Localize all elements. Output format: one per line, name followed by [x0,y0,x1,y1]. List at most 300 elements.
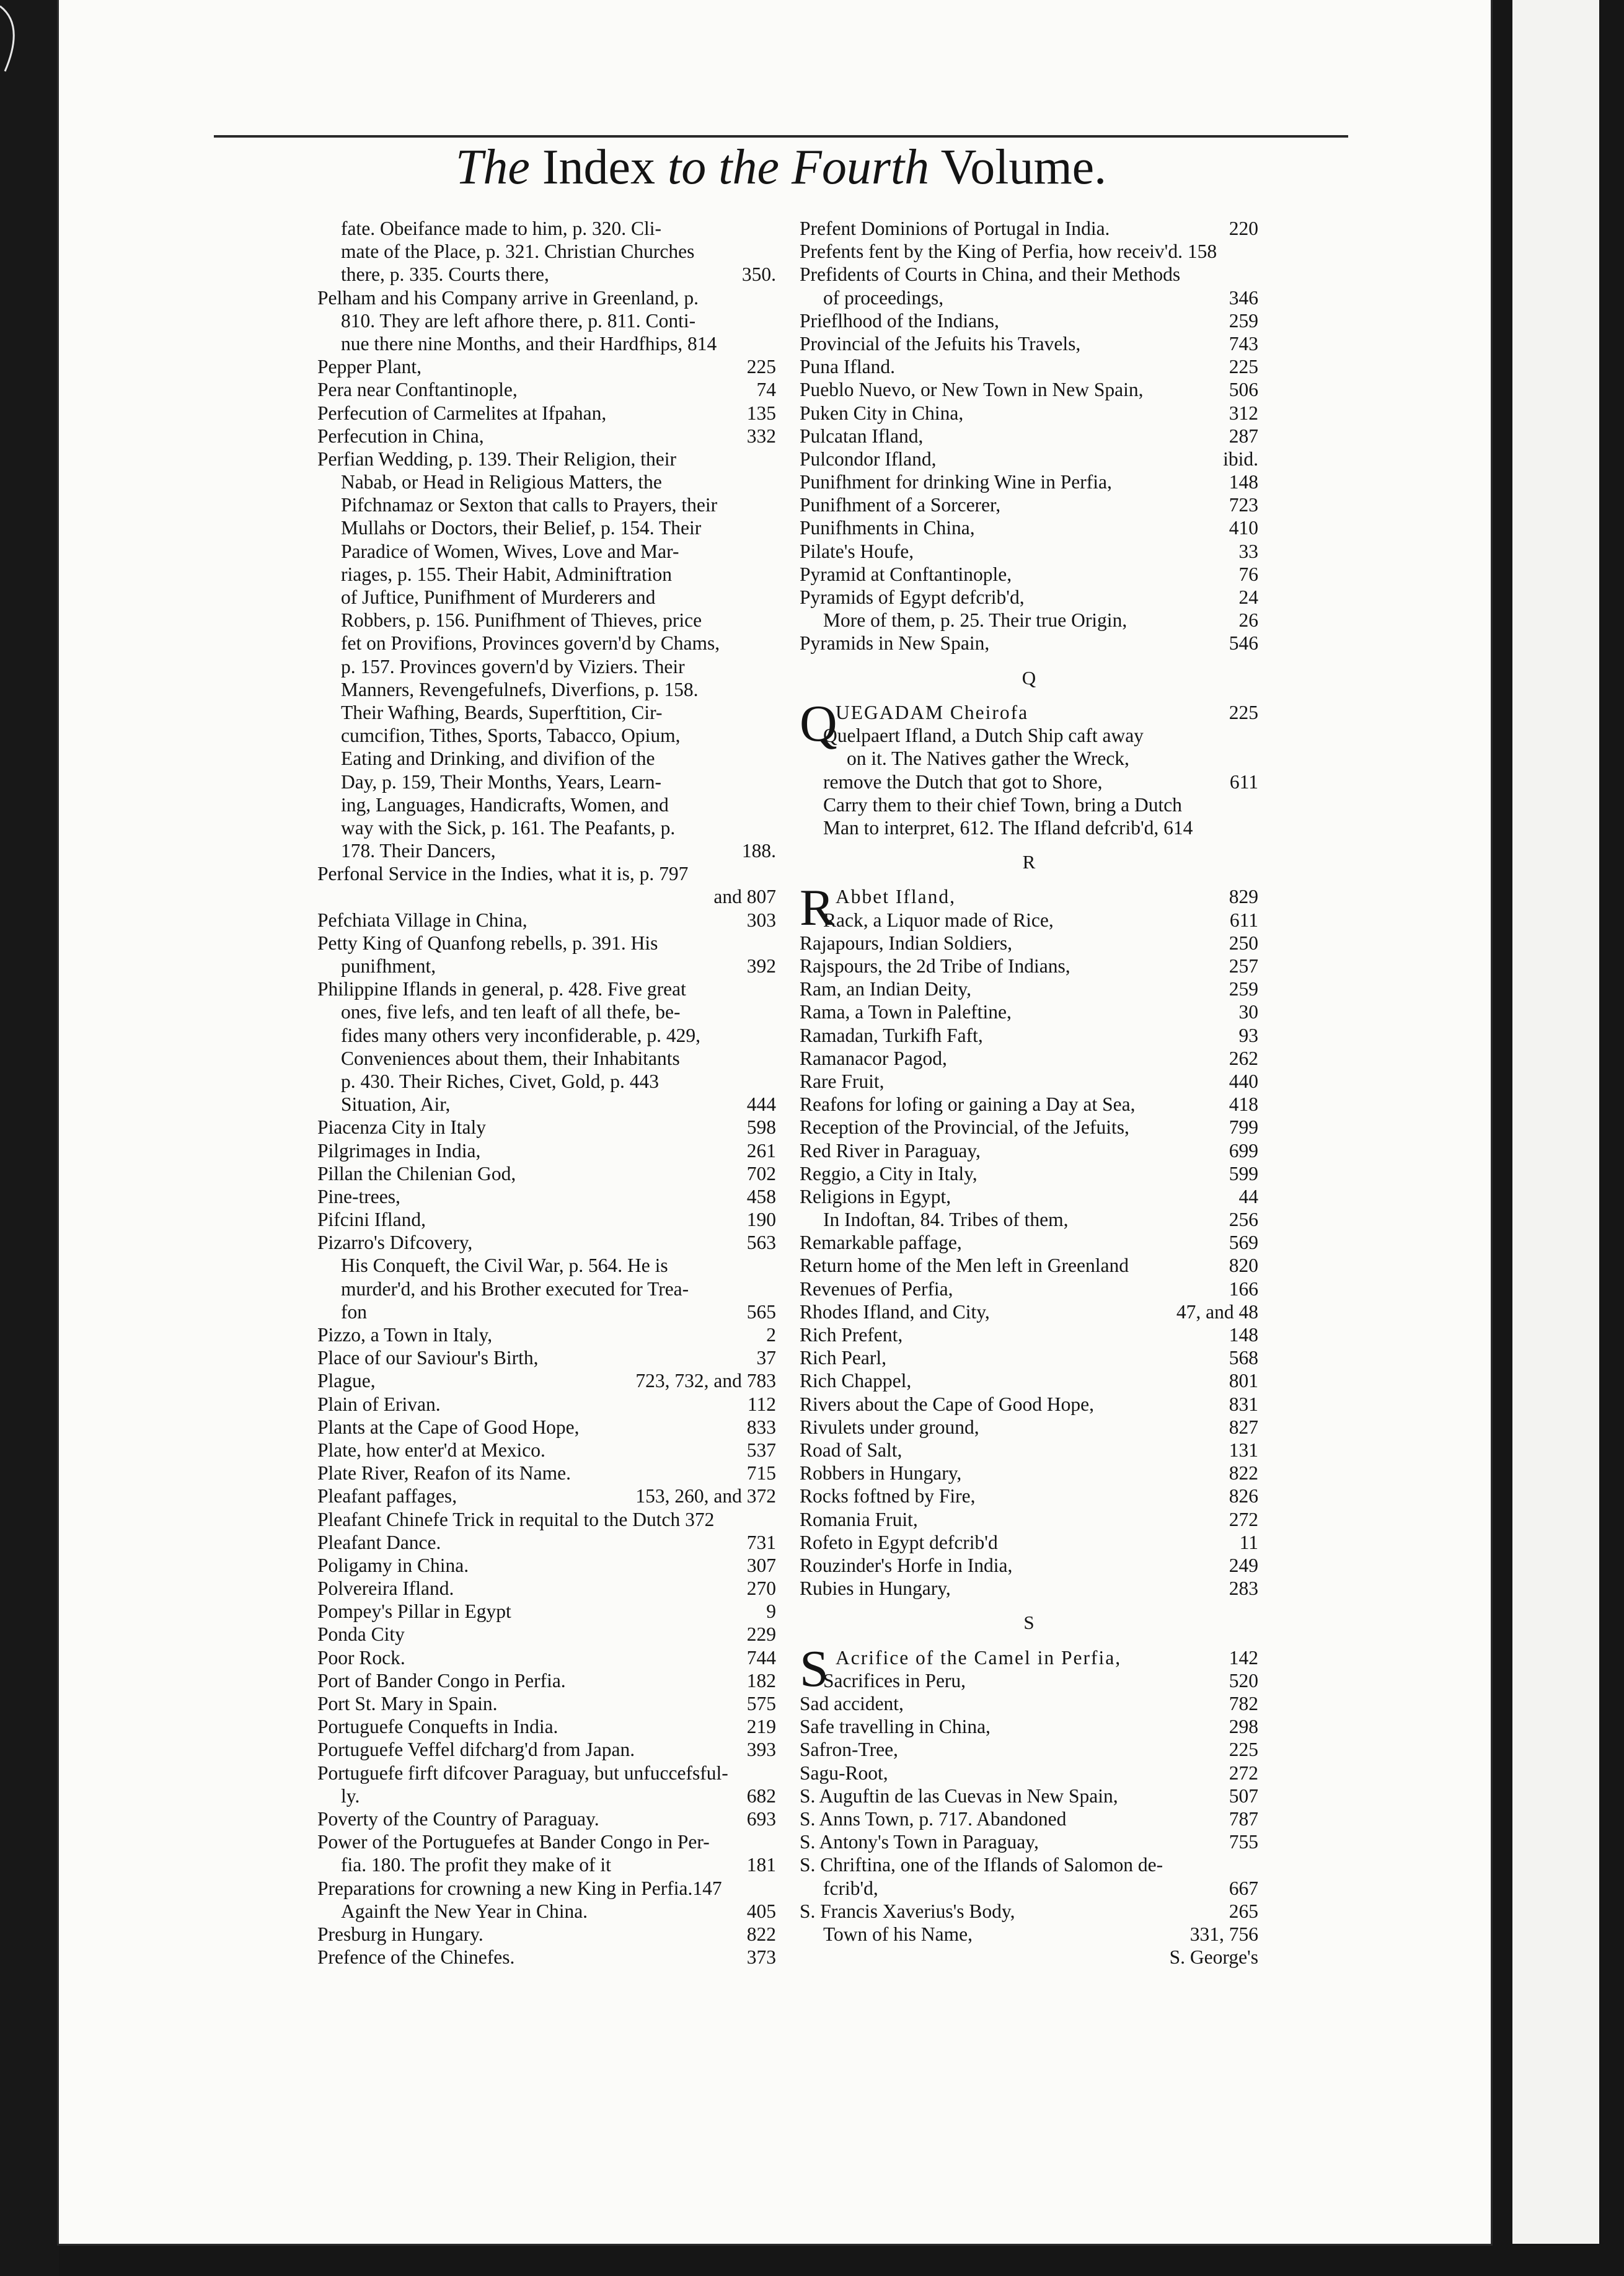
index-entry-text: Rich Chappel, [800,1370,912,1392]
index-entry-line [317,1669,776,1692]
index-entry-text: Pepper Plant, [317,356,421,378]
index-page-number: 131 [1229,1439,1258,1461]
index-entry-text: Portuguefe firft difcover Paraguay, but unfuccefsful- [317,1762,728,1784]
index-entry-line [317,1508,776,1531]
index-entry-text: Poligamy in China. [317,1554,469,1576]
index-entry-text: Ram, an Indian Deity, [800,978,972,1000]
index-entry-line [317,1554,776,1577]
index-page-number: 9 [766,1600,776,1623]
index-entry-line [317,724,776,747]
title-word: Volume. [940,140,1107,195]
index-page-number: 283 [1229,1577,1258,1600]
index-page-number: 190 [746,1209,776,1231]
index-entry-line [800,1254,1258,1277]
index-page-number: 350. [741,263,776,286]
index-entry-text: Manners, Revengefulnefs, Diverfions, p. 158. [341,678,699,700]
index-page-number: 272 [1229,1508,1258,1530]
index-page-number: 331, 756 [1189,1923,1258,1945]
index-entry-line [317,1462,776,1484]
index-entry-text: Rajapours, Indian Soldiers, [800,932,1012,954]
index-entry-line [800,1669,1258,1692]
index-entry-line [800,1208,1258,1231]
index-entry-text: Rare Fruit, [800,1070,885,1092]
index-entry-line [800,470,1258,493]
index-page-number: 373 [746,1946,776,1969]
index-entry-text: Poor Rock. [317,1646,405,1669]
index-entry-line [800,425,1258,448]
index-entry-text: cumcifion, Tithes, Sports, Tabacco, Opium, [341,725,681,747]
index-entry-text: Rofeto in Egypt defcrib'd [800,1531,998,1553]
index-page-number: 220 [1229,218,1258,239]
index-page-number: 731 [746,1531,776,1553]
index-entry-line [317,770,776,793]
index-entry-line [800,1462,1258,1484]
index-entry-text: Petty King of Quanfong rebells, p. 391. His [317,932,658,954]
index-entry-line [317,839,776,862]
index-entry-text: of proceedings, [823,286,944,309]
index-entry-line [800,1047,1258,1070]
index-entry-text: Pyramids in New Spain, [800,632,990,655]
index-page-number: 822 [1229,1462,1258,1484]
index-page-number: 259 [1229,978,1258,1000]
index-entry-line [800,1416,1258,1439]
index-entry-line [317,701,776,724]
index-page-number: 272 [1229,1762,1258,1784]
index-entry-line [800,1093,1258,1116]
index-entry-text: ly. [341,1784,360,1807]
index-page-number: 405 [746,1900,776,1922]
index-entry-text: Portuguefe Conquefts in India. [317,1716,558,1738]
index-entry-text: Religions in Egypt, [800,1185,951,1207]
index-entry-text: Pifchnamaz or Sexton that calls to Prayers, their [341,494,718,516]
index-entry-line [800,240,1258,263]
index-page-number: 287 [1229,425,1258,447]
index-entry-text: Pifcini Ifland, [317,1209,426,1231]
index-entry-line [800,286,1258,309]
index-page-number: S. George's [1169,1946,1258,1969]
index-entry-text: Pyramid at Conftantinople, [800,563,1012,585]
index-page-number: 142 [1229,1646,1258,1669]
index-entry-line [317,1208,776,1231]
index-entry-line [317,1000,776,1023]
section-letter-heading: R [1022,851,1036,873]
index-entry-text: Day, p. 159, Their Months, Years, Learn- [341,770,662,793]
index-entry-text: Return home of the Men left in Greenland [800,1255,1129,1277]
index-page-number: 826 [1229,1485,1258,1507]
index-page-number: 30 [1238,1001,1258,1023]
index-entry-line [800,1807,1258,1830]
index-entry-text: Robbers, p. 156. Punifhment of Thieves, price [341,609,702,632]
title-word: the [718,140,779,195]
index-page-number: 799 [1229,1116,1258,1139]
index-entry-line [317,448,776,470]
index-entry-text: Robbers in Hungary, [800,1462,962,1484]
index-entry-line [800,1070,1258,1093]
index-entry-text: punifhment, [341,955,436,977]
index-page-number: 24 [1238,586,1258,608]
index-entry-line [317,1692,776,1715]
index-entry-line [800,493,1258,516]
index-entry-line [317,1070,776,1093]
index-page-number: 262 [1229,1047,1258,1069]
section-letter-heading: S [1023,1612,1035,1634]
index-entry-text: Pompey's Pillar in Egypt [317,1600,511,1623]
index-entry-text: p. 430. Their Riches, Civet, Gold, p. 443 [341,1070,659,1092]
index-entry-line [317,1577,776,1600]
index-entry-line [317,1600,776,1623]
index-page-number: 682 [746,1784,776,1807]
index-entry-line [800,586,1258,609]
index-entry-text: Pleafant Dance. [317,1531,441,1553]
index-entry-line [800,932,1258,955]
index-entry-line [317,816,776,839]
index-entry-text: Ramadan, Turkifh Faft, [800,1024,983,1046]
index-entry-line [800,1024,1258,1047]
index-entry-line [317,217,776,240]
index-page-number: 563 [746,1232,776,1254]
index-entry-line [800,1762,1258,1784]
index-page-number: 833 [746,1416,776,1438]
index-page-number: 782 [1229,1693,1258,1715]
index-page-number: 312 [1229,402,1258,424]
drop-capital: R [800,879,835,937]
index-entry-text: Abbet Ifland, [836,886,956,908]
index-entry-line [317,1484,776,1507]
index-page-number: 249 [1229,1554,1258,1576]
index-entry-line [800,793,1258,816]
index-entry-line [317,1531,776,1554]
index-entry-text: Remarkable paffage, [800,1232,962,1254]
index-entry-line [317,862,776,885]
index-entry-line [317,1254,776,1277]
title-word: Fourth [791,140,930,195]
index-entry-line [317,977,776,1000]
index-page-number: 820 [1229,1255,1258,1277]
index-page-number: 598 [746,1116,776,1139]
index-page-number: 569 [1229,1232,1258,1254]
index-entry-text: Plain of Erivan. [317,1393,441,1415]
index-page-number: 2 [766,1324,776,1346]
index-entry-line [317,1047,776,1070]
index-entry-text: S. Francis Xaverius's Body, [800,1900,1015,1922]
index-entry-line [800,1715,1258,1738]
index-entry-line [800,609,1258,632]
index-entry-line [317,1231,776,1254]
index-page-number: 743 [1229,332,1258,355]
index-page-number: 507 [1229,1784,1258,1807]
index-entry-text: Reception of the Provincial, of the Jefuits, [800,1116,1129,1139]
index-entry-text: S. Chriftina, one of the Iflands of Salomon de- [800,1854,1163,1876]
index-page-number: 787 [1229,1807,1258,1830]
index-page-number: 822 [746,1923,776,1945]
index-entry-line [317,1715,776,1738]
index-entry-text: Perfecution of Carmelites at Ifpahan, [317,402,607,424]
index-page-number: 827 [1229,1416,1258,1438]
index-page-number: 702 [746,1162,776,1184]
index-entry-line [800,448,1258,470]
index-page-number: 229 [746,1623,776,1646]
index-page-number: 181 [746,1854,776,1876]
index-entry-text: Place of our Saviour's Birth, [317,1347,539,1369]
index-page-number: 257 [1229,955,1258,977]
index-entry-line [317,1784,776,1807]
index-page-number: 829 [1229,886,1258,908]
index-page-number: 135 [746,402,776,424]
index-entry-line [317,793,776,816]
index-entry-text: Power of the Portuguefes at Bander Congo in Per- [317,1831,710,1853]
index-page-number: 537 [746,1439,776,1461]
index-entry-text: Pillan the Chilenian God, [317,1162,516,1184]
index-entry-text: Situation, Air, [341,1093,451,1116]
index-entry-line [800,540,1258,563]
index-entry-text: Rouzinder's Horfe in India, [800,1554,1013,1576]
index-entry-line [800,355,1258,378]
index-entry-line [317,632,776,655]
index-page-number: 444 [746,1093,776,1116]
index-page-number: 723, 732, and 783 [635,1370,776,1392]
index-page-number: 520 [1229,1669,1258,1692]
index-page-number: 93 [1238,1024,1258,1046]
index-entry-text: Pleafant Chinefe Trick in requital to the Dutch 372 [317,1508,715,1530]
index-entry-line [317,263,776,286]
section-letter-heading: Q [1022,666,1036,689]
index-page-number: 307 [746,1554,776,1576]
index-entry-text: S. Anns Town, p. 717. Abandoned [800,1807,1067,1830]
index-entry-line [800,1277,1258,1300]
index-entry-text: Plate, how enter'd at Mexico. [317,1439,545,1461]
index-entry-text: Sagu-Root, [800,1762,888,1784]
index-entry-text: Prefent Dominions of Portugal in India. [800,218,1110,239]
index-entry-line [317,932,776,955]
index-entry-text: Pueblo Nuevo, or New Town in New Spain, [800,379,1144,401]
index-entry-line [317,1646,776,1669]
index-entry-line [317,1093,776,1116]
index-page-number: 332 [746,425,776,447]
index-entry-text: there, p. 335. Courts there, [341,263,549,286]
title-word: The [455,140,530,195]
index-page-number: 219 [746,1716,776,1738]
index-entry-text: Carry them to their chief Town, bring a Dutch [823,793,1182,816]
index-entry-text: Punifhment of a Sorcerer, [800,494,1001,516]
index-entry-text: fon [341,1300,367,1323]
index-entry-text: Perfonal Service in the Indies, what it is, p. 797 [317,863,689,885]
index-entry-line [317,1439,776,1462]
index-entry-text: Safe travelling in China, [800,1716,991,1738]
index-entry-text: In Indoftan, 84. Tribes of them, [823,1209,1069,1231]
index-entry-text: Rocks foftned by Fire, [800,1485,976,1507]
index-column-left [317,217,776,1969]
index-entry-line [800,816,1258,839]
index-entry-text: Revenues of Perfia, [800,1277,953,1300]
index-entry-text: fia. 180. The profit they make of it [341,1854,611,1876]
title-word: to [667,140,707,195]
index-entry-text: Presburg in Hungary. [317,1923,483,1945]
index-page-number: 298 [1229,1716,1258,1738]
page-title [214,138,1348,197]
index-entry-line [800,1853,1258,1876]
index-entry-text: p. 157. Provinces govern'd by Viziers. Their [341,655,685,677]
index-entry-text: UEGADAM Cheirofa [836,701,1029,723]
index-page-number: 392 [746,955,776,977]
index-page-number: 166 [1229,1277,1258,1300]
index-entry-line [800,1738,1258,1761]
index-entry-line [317,470,776,493]
index-entry-line [800,1323,1258,1346]
index-entry-text: mate of the Place, p. 321. Christian Churches [341,240,695,263]
index-entry-line [800,309,1258,332]
index-entry-text: Punifhments in China, [800,517,975,539]
index-page-number: 250 [1229,932,1258,954]
index-page-number: 76 [1238,563,1258,585]
index-entry-line [317,1923,776,1946]
index-entry-text: way with the Sick, p. 161. The Peafants, p. [341,816,676,839]
index-entry-text: fides many others very inconfiderable, p. 429, [341,1024,700,1046]
index-page-number: 546 [1229,632,1258,655]
index-entry-line [800,402,1258,425]
index-entry-text: Quelpaert Ifland, a Dutch Ship caft away [823,725,1144,747]
index-entry-line [317,1369,776,1392]
index-page-number: 755 [1229,1831,1258,1853]
index-entry-line [800,1439,1258,1462]
index-page-number: 74 [756,379,776,401]
index-page-number: 225 [1229,1739,1258,1761]
index-entry-text: riages, p. 155. Their Habit, Adminiftration [341,563,672,585]
index-entry-text: Conveniences about them, their Inhabitants [341,1047,680,1069]
index-entry-line [800,724,1258,747]
index-entry-text: fate. Obeifance made to him, p. 320. Cli- [341,218,661,239]
index-entry-line [317,955,776,977]
index-entry-line [800,1946,1258,1969]
index-page-number: 11 [1239,1531,1258,1553]
index-entry-text: murder'd, and his Brother executed for Trea- [341,1277,689,1300]
index-entry-line [317,286,776,309]
index-entry-line [317,678,776,701]
index-entry-line [800,1300,1258,1323]
index-entry-line [800,1000,1258,1023]
index-entry-text: Rhodes Ifland, and City, [800,1300,990,1323]
index-entry-line [800,1139,1258,1162]
drop-capital: S [800,1639,829,1698]
index-page-number: 575 [746,1693,776,1714]
index-entry-line [317,516,776,539]
index-page-number: 723 [1229,494,1258,516]
index-entry-line [317,1162,776,1185]
index-page-number: and 807 [713,886,776,908]
index-entry-text: Plague, [317,1370,376,1392]
index-page-number: 568 [1229,1347,1258,1369]
index-entry-line [317,1024,776,1047]
index-entry-text: Pleafant paffages, [317,1485,457,1507]
index-entry-text: Safron-Tree, [800,1739,898,1761]
index-page-number: 611 [1229,909,1258,931]
index-entry-text: S. Antony's Town in Paraguay, [800,1831,1039,1853]
index-entry-text: More of them, p. 25. Their true Origin, [823,609,1128,632]
index-page-number: 667 [1229,1877,1258,1899]
drop-capital: Q [800,694,837,752]
index-entry-text: Perfian Wedding, p. 139. Their Religion, their [317,448,676,470]
index-entry-line [800,1369,1258,1392]
index-entry-line [317,332,776,355]
index-entry-text: 810. They are left afhore there, p. 811. Conti- [341,309,696,332]
index-entry-line [800,1830,1258,1853]
index-entry-text: Pelham and his Company arrive in Greenland, p. [317,286,699,309]
index-entry-text: nue there nine Months, and their Hardfhips, 814 [341,332,717,355]
index-entry-text: ing, Languages, Handicrafts, Women, and [341,793,669,816]
index-entry-text: fcrib'd, [823,1877,878,1899]
index-page-number: 831 [1229,1393,1258,1415]
index-entry-line [800,1508,1258,1531]
index-page-number: 148 [1229,471,1258,493]
index-entry-line [317,885,776,908]
index-entry-line [317,378,776,401]
index-entry-text: Prefents fent by the King of Perfia, how receiv'd. 158 [800,240,1217,263]
index-entry-text: Their Wafhing, Beards, Superftition, Cir- [341,701,663,723]
index-entry-text: Rack, a Liquor made of Rice, [823,909,1054,931]
index-page-number: 458 [746,1185,776,1207]
index-entry-line [317,1762,776,1784]
index-page-number: 265 [1229,1900,1258,1922]
index-entry-text: Ponda City [317,1623,405,1646]
index-entry-line [800,1577,1258,1600]
index-entry-line [317,1393,776,1416]
index-entry-line [317,1877,776,1900]
index-entry-text: Romania Fruit, [800,1508,918,1530]
title-word: Index [542,140,655,195]
index-column-right [800,217,1258,1969]
index-entry-text: ones, five lefs, and ten leaft of all thefe, be- [341,1001,681,1023]
index-page-number: 270 [746,1577,776,1600]
index-entry-line [317,655,776,678]
index-entry-line [317,1116,776,1139]
index-page-number: 699 [1229,1139,1258,1162]
index-entry-text: Man to interpret, 612. The Ifland defcrib'd, 614 [823,816,1193,839]
index-page-number: 346 [1229,286,1258,309]
index-page-number: 693 [746,1807,776,1830]
index-entry-line [800,1554,1258,1577]
index-entry-text: S. Auguftin de las Cuevas in New Spain, [800,1784,1118,1807]
index-page-number: 153, 260, and 372 [635,1485,776,1507]
index-entry-text: on it. The Natives gather the Wreck, [847,748,1129,770]
index-entry-text: Prieflhood of the Indians, [800,309,999,332]
index-entry-text: Sad accident, [800,1693,904,1715]
index-entry-text: Rama, a Town in Paleftine, [800,1001,1012,1023]
index-entry-text: Prefence of the Chinefes. [317,1946,515,1969]
index-entry-line [317,1830,776,1853]
index-page-number: 261 [746,1139,776,1162]
index-entry-line [317,1946,776,1969]
index-page-number: 33 [1238,540,1258,562]
index-entry-line [800,378,1258,401]
index-page-number: 715 [746,1462,776,1484]
index-entry-text: Rich Pearl, [800,1347,886,1369]
index-entry-line [317,1623,776,1646]
index-entry-text: Puna Ifland. [800,356,895,378]
index-entry-line [317,1346,776,1369]
index-entry-text: Philippine Iflands in general, p. 428. Five great [317,978,686,1000]
index-entry-line [317,425,776,448]
index-entry-text: Preparations for crowning a new King in Perfia.147 [317,1877,722,1899]
index-entry-text: Rubies in Hungary, [800,1577,951,1600]
facing-page-edge [1512,0,1599,2244]
index-entry-line [800,1877,1258,1900]
index-entry-line [800,1531,1258,1554]
index-page-number: 440 [1229,1070,1258,1092]
index-entry-text: Reafons for lofing or gaining a Day at Sea, [800,1093,1136,1116]
index-page-number: 225 [746,356,776,378]
index-entry-text: Provincial of the Jefuits his Travels, [800,332,1081,355]
index-entry-line [800,1231,1258,1254]
index-entry-text: remove the Dutch that got to Shore, [823,770,1103,793]
